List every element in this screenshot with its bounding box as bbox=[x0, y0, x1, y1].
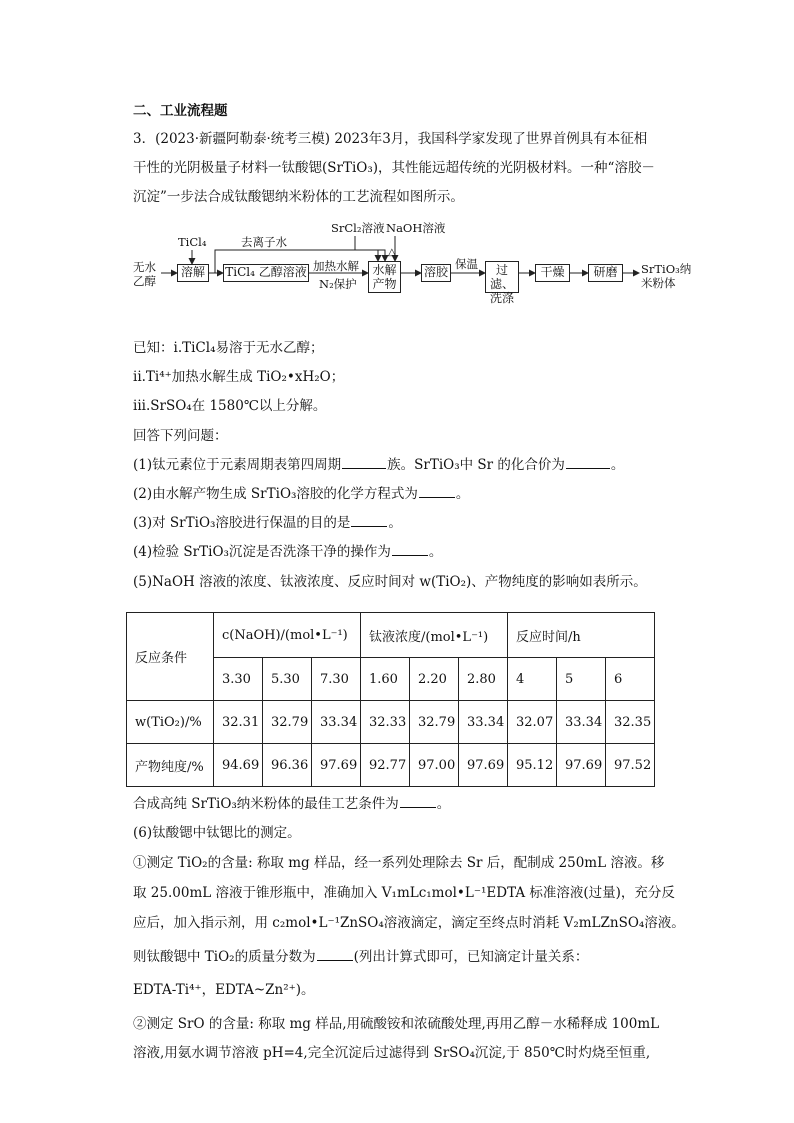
answer-blank[interactable] bbox=[351, 514, 387, 527]
heat-hydrolysis-label: 加热水解 bbox=[313, 259, 359, 273]
n2-protection-label: N₂保护 bbox=[319, 277, 357, 291]
subquestion-3: (3)对 SrTiO₃溶胶进行保温的目的是 。 bbox=[133, 515, 402, 531]
table-cell: 33.34 bbox=[459, 701, 508, 744]
table-group-header: c(NaOH)/(mol•L⁻¹) bbox=[214, 613, 361, 658]
method2-line-1: ②测定 SrO 的含量: 称取 mg 样品,用硫酸铵和浓硫酸处理,再用乙醇－水稀释成 100mL bbox=[133, 1016, 660, 1032]
table-cell: 94.69 bbox=[214, 744, 263, 787]
table-condition-cell: 3.30 bbox=[214, 658, 263, 701]
method1-line-2: 取 25.00mL 溶液于锥形瓶中，准确加入 V₁mLc₁mol•L⁻¹EDTA 标准溶液(过量)，充分反 bbox=[133, 885, 675, 901]
table-cell: 32.79 bbox=[410, 701, 459, 744]
process-flow-diagram bbox=[133, 218, 703, 305]
dissolve-box: 溶解 bbox=[177, 264, 209, 282]
hydrolysis-product-box: 水解 产物 bbox=[368, 261, 401, 293]
subquestion-5: (5)NaOH 溶液的浓度、钛液浓度、反应时间对 w(TiO₂)、产物纯度的影响如表所示。 bbox=[133, 574, 647, 590]
dry-box: 干燥 bbox=[535, 264, 570, 282]
method2-line-2: 溶液,用氨水调节溶液 pH=4,完全沉淀后过滤得到 SrSO₄沉淀,于 850℃时灼烧至恒重, bbox=[133, 1045, 651, 1061]
product-label: SrTiO₃纳 米粉体 bbox=[641, 262, 692, 290]
question-intro-line-1: 3．(2023·新疆阿勒泰·统考三模) 2023年3月，我国科学家发现了世界首例具有本征相 bbox=[133, 131, 648, 147]
table-cell: 32.35 bbox=[606, 701, 655, 744]
ticl4-ethanol-box: TiCl₄ 乙醇溶液 bbox=[223, 264, 309, 282]
table-row bbox=[127, 744, 655, 787]
srcl2-label: SrCl₂溶液 bbox=[331, 221, 385, 235]
table-cell: 97.69 bbox=[459, 744, 508, 787]
answer-blank[interactable] bbox=[566, 456, 610, 469]
answer-blank[interactable] bbox=[342, 456, 386, 469]
answer-blank[interactable] bbox=[317, 948, 353, 961]
method1-line-5: EDTA-Ti⁴⁺，EDTA~Zn²⁺)。 bbox=[133, 982, 315, 998]
subquestion-2: (2)由水解产物生成 SrTiO₃溶胶的化学方程式为 。 bbox=[133, 486, 470, 502]
table-cell: 95.12 bbox=[508, 744, 557, 787]
answer-prompt: 回答下列问题： bbox=[133, 428, 228, 444]
table-cell: 32.33 bbox=[361, 701, 410, 744]
table-cell: 97.69 bbox=[557, 744, 606, 787]
table-condition-cell: 6 bbox=[606, 658, 655, 701]
table-condition-cell: 2.80 bbox=[459, 658, 508, 701]
section-title: 二、工业流程题 bbox=[133, 103, 228, 118]
table-cell: 96.36 bbox=[263, 744, 312, 787]
table-condition-cell: 5 bbox=[557, 658, 606, 701]
table-row-label: 产物纯度/% bbox=[127, 744, 214, 787]
table-row bbox=[127, 701, 655, 744]
answer-blank[interactable] bbox=[419, 485, 455, 498]
method1-line-1: ①测定 TiO₂的含量: 称取 mg 样品，经一系列处理除去 Sr 后，配制成 250mL 溶液。移 bbox=[133, 855, 665, 871]
table-corner-header: 反应条件 bbox=[127, 613, 214, 701]
filter-wash-box: 过滤、 洗涤 bbox=[485, 261, 519, 293]
deionized-water-label: 去离子水 bbox=[241, 235, 287, 249]
table-condition-cell: 7.30 bbox=[312, 658, 361, 701]
sol-box: 溶胶 bbox=[421, 264, 451, 282]
table-cell: 32.31 bbox=[214, 701, 263, 744]
table-cell: 32.79 bbox=[263, 701, 312, 744]
answer-blank[interactable] bbox=[400, 795, 436, 808]
known-ii: ii.Ti⁴⁺加热水解生成 TiO₂•xH₂O； bbox=[133, 369, 345, 385]
start-ethanol-label: 无水 乙醇 bbox=[133, 260, 156, 288]
table-group-header: 钛液浓度/(mol•L⁻¹) bbox=[361, 613, 508, 658]
method1-line-4: 则钛酸锶中 TiO₂的质量分数为 (列出计算式即可，已知滴定计量关系： bbox=[133, 949, 589, 965]
question-intro-line-2: 干性的光阴极量子材料一钛酸锶(SrTiO₃)，其性能远超传统的光阴极材料。一种“溶胶－ bbox=[133, 160, 655, 176]
table-cell: 33.34 bbox=[557, 701, 606, 744]
subquestion-6: (6)钛酸锶中钛锶比的测定。 bbox=[133, 825, 301, 841]
known-iii: iii.SrSO₄在 1580℃以上分解。 bbox=[133, 398, 327, 414]
table-condition-cell: 2.20 bbox=[410, 658, 459, 701]
table-cell: 32.07 bbox=[508, 701, 557, 744]
subquestion-4: (4)检验 SrTiO₃沉淀是否洗涤干净的操作为 。 bbox=[133, 544, 443, 560]
method1-line-3: 应后，加入指示剂，用 c₂mol•L⁻¹ZnSO₄溶液滴定，滴定至终点时消耗 V₂mLZnSO₄溶液。 bbox=[133, 915, 685, 931]
answer-blank[interactable] bbox=[392, 543, 428, 556]
grind-box: 研磨 bbox=[588, 264, 623, 282]
question-intro-line-3: 沉淀”一步法合成钛酸锶纳米粉体的工艺流程如图所示。 bbox=[133, 189, 464, 205]
table-condition-cell: 1.60 bbox=[361, 658, 410, 701]
table-group-header: 反应时间/h bbox=[508, 613, 655, 658]
heat-triangle-icon: △ bbox=[388, 247, 396, 258]
table-cell: 97.52 bbox=[606, 744, 655, 787]
known-i: 已知：i.TiCl₄易溶于无水乙醇； bbox=[133, 340, 324, 356]
table-cell: 97.00 bbox=[410, 744, 459, 787]
table-cell: 97.69 bbox=[312, 744, 361, 787]
table-row-label: w(TiO₂)/% bbox=[127, 701, 214, 744]
table-condition-cell: 5.30 bbox=[263, 658, 312, 701]
table-condition-cell: 4 bbox=[508, 658, 557, 701]
naoh-label: NaOH溶液 bbox=[386, 221, 446, 235]
table-cell: 33.34 bbox=[312, 701, 361, 744]
best-conditions-question: 合成高纯 SrTiO₃纳米粉体的最佳工艺条件为 。 bbox=[133, 796, 451, 812]
ticl4-label: TiCl₄ bbox=[178, 235, 207, 249]
table-cell: 92.77 bbox=[361, 744, 410, 787]
keep-warm-label: 保温 bbox=[455, 257, 478, 271]
subquestion-1: (1)钛元素位于元素周期表第四周期 族。SrTiO₃中 Sr 的化合价为 。 bbox=[133, 457, 625, 473]
reaction-conditions-table bbox=[126, 612, 655, 787]
